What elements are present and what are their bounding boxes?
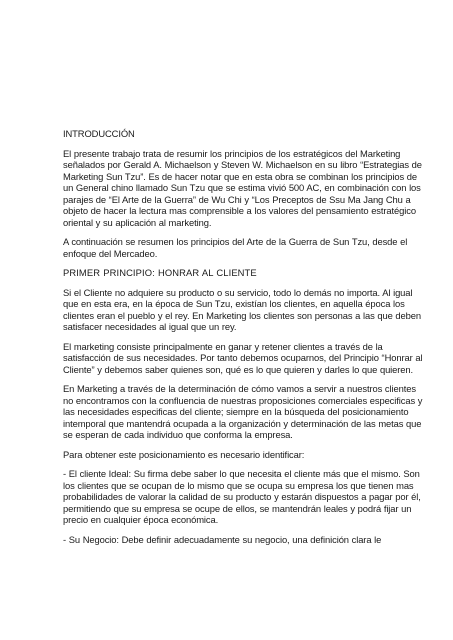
section-paragraph-5: - El cliente Ideal: Su firma debe saber lo que necesita el cliente más que el mismo. Son los clientes que se ocupan de lo mismo que se ocupa su empresa los que tienen mas probabilidades de valorar la calidad de su producto y estarán dispuestos a pagar por él, permitiendo que su empresa se ocupe de ellos, se mantendrán leales y podrá fijar un precio en cualquier época económica. (63, 468, 421, 525)
document-heading: INTRODUCCIÓN (63, 128, 135, 139)
section-paragraph-2: El marketing consiste principalmente en ganar y retener clientes a través de la satisfacción de sus necesidades. Por tanto debemos ocuparnos, del Principio “Honrar al Cliente” y debemos saber quienes son, qué es lo que quieren y darles lo que quieren. (63, 340, 423, 375)
section-paragraph-1: Si el Cliente no adquiere su producto o su servicio, todo lo demás no importa. Al igual que en esta era, en la época de Sun Tzu, existían los clientes, en aquella época los clientes eran el pueblo y el rey. En Marketing los clientes son personas a las que deben satisfacer necesidades al igual que un rey. (63, 286, 421, 332)
section-paragraph-4: Para obtener este posicionamiento es necesario identificar: (63, 448, 305, 460)
intro-paragraph-1: El presente trabajo trata de resumir los principios de los estratégicos del Marketing señalados por Gerald A. Michaelson y Steven W. Michaelson en su libro “Estrategias de Marketing Sun Tzu”. Es de hacer notar que en esta obra se combinan los principios de un General chino llamado Sun Tzu que se estima vivió 500 AC, en combinación con los parajes de “El Arte de la Guerra” de Wu Chi y “Los Preceptos de Ssu Ma Jang Chu a objeto de hacer la lectura mas comprensible a los valores del pensamiento estratégico oriental y su aplicación al marketing. (63, 147, 422, 228)
section-paragraph-6: - Su Negocio: Debe definir adecuadamente su negocio, una definición clara le (63, 533, 382, 545)
section-paragraph-3: En Marketing a través de la determinación de cómo vamos a servir a nuestros clientes no encontramos con la confluencia de nuestras proposiciones comerciales especificas y las necesidades especificas del cliente; siempre en la búsqueda del posicionamiento intemporal que mantendrá ocupada a la organización y determinación de las metas que se esperan de cada individuo que conforma la empresa. (63, 383, 423, 440)
section-title: PRIMER PRINCIPIO: HONRAR AL CLIENTE (63, 267, 257, 278)
intro-paragraph-2: A continuación se resumen los principios del Arte de la Guerra de Sun Tzu, desde el enfoque del Mercadeo. (63, 236, 408, 259)
